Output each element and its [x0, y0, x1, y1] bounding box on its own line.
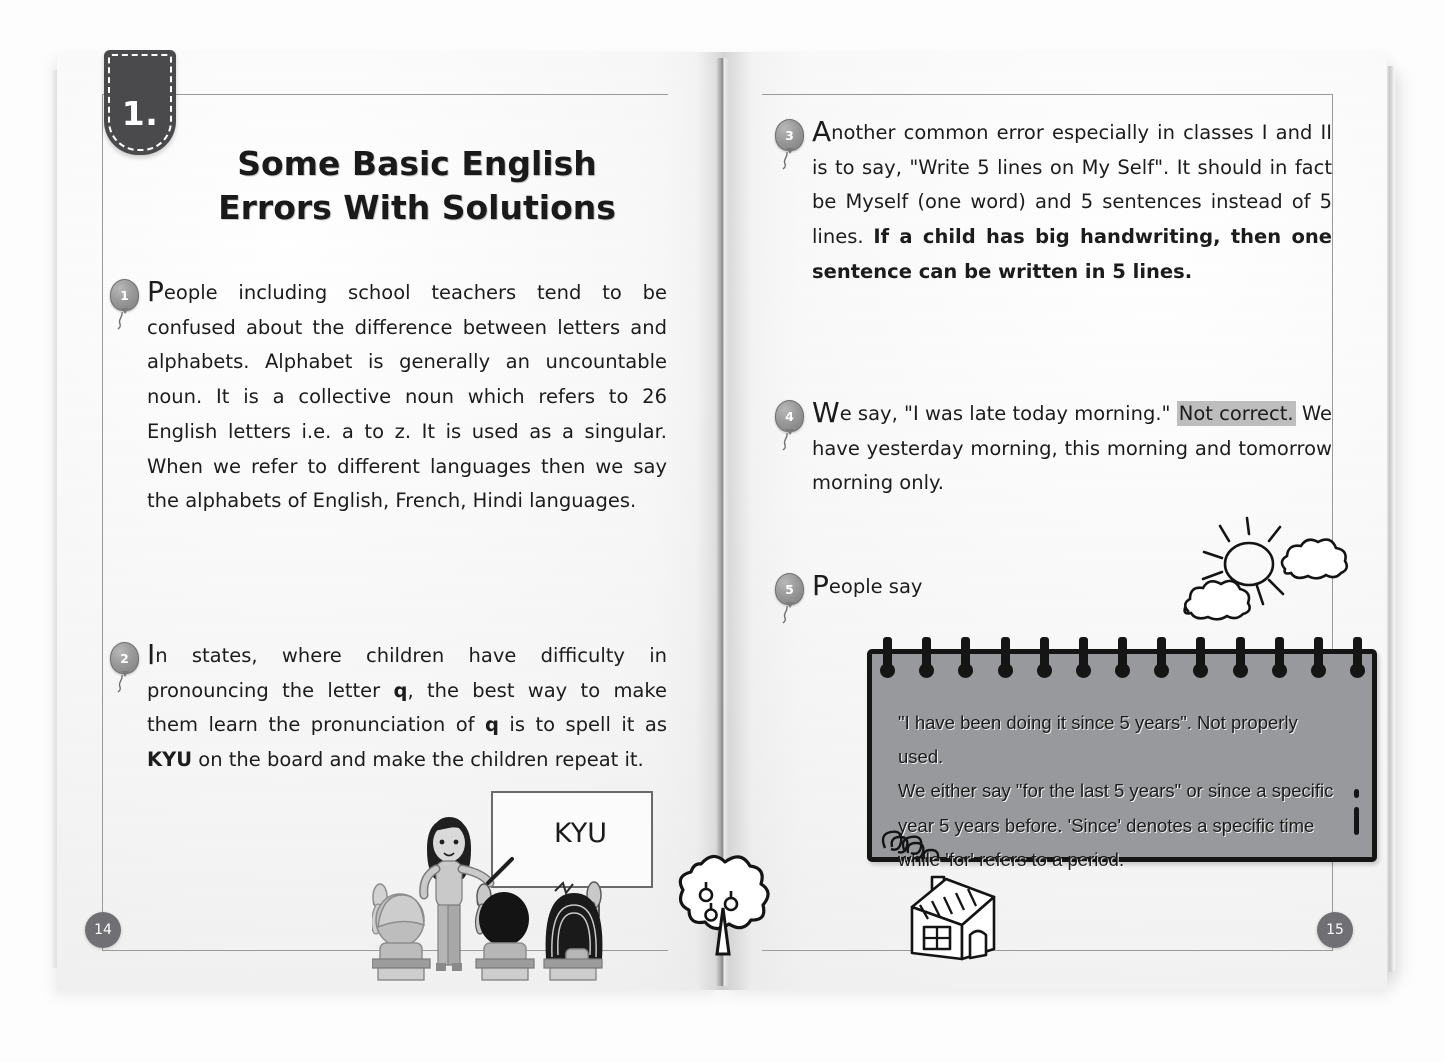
balloon-number-4: 4 — [785, 408, 794, 424]
smoke-icon — [877, 820, 947, 856]
notepad-ring — [1196, 637, 1205, 681]
paragraph-3-bold: If a child has big handwriting, then one sentence can be written in 5 lines. — [812, 225, 1332, 283]
chapter-number-tab — [104, 50, 176, 155]
balloon-marker-1 — [110, 279, 140, 319]
notepad-ring — [1079, 637, 1088, 681]
paragraph-4 — [812, 397, 1332, 501]
paragraph-5 — [812, 570, 1112, 605]
smoke-doodle — [877, 820, 947, 860]
balloon-number-2: 2 — [120, 650, 129, 666]
balloon-string-4 — [781, 433, 797, 451]
notepad-ring — [1001, 637, 1010, 681]
paragraph-4-part2: We have yesterday morning, this morning and tomorrow morning only. — [812, 402, 1333, 495]
balloon-number-3: 3 — [785, 127, 794, 143]
balloon-marker-4 — [775, 400, 805, 440]
notepad-spiral-rings — [867, 637, 1367, 683]
paragraph-2-part2: , the best way to make them learn the pronunciation of — [147, 678, 667, 737]
paragraph-2-bold2: q — [484, 713, 499, 737]
notepad-side-tab — [1354, 789, 1359, 835]
paragraph-2-bold3: KYU — [147, 748, 193, 772]
notepad-ring — [922, 637, 931, 681]
classroom-illustration — [372, 787, 662, 987]
drop-cap-5: P — [812, 569, 829, 602]
notepad-ring — [1236, 637, 1245, 681]
drop-cap-3: A — [812, 115, 832, 148]
drop-cap-4: W — [812, 396, 840, 429]
paragraph-4-part1: e say, "I was late today morning." — [839, 402, 1177, 425]
page-number-left: 14 — [85, 912, 121, 948]
balloon-body-3 — [775, 119, 804, 151]
balloon-marker-5 — [775, 573, 805, 613]
balloon-string-5 — [781, 606, 797, 624]
sun-icon — [1177, 514, 1357, 624]
classroom-scene-svg — [372, 787, 662, 987]
notepad-ring — [1040, 637, 1049, 681]
balloon-body-4 — [775, 400, 804, 432]
tree-doodle — [661, 842, 781, 966]
drop-cap-2: I — [147, 638, 156, 671]
notepad-ring — [961, 637, 970, 681]
notepad-ring — [883, 637, 892, 681]
balloon-number-1: 1 — [120, 287, 129, 303]
paragraph-2-part1: n states, where children have difficulty in pronouncing the letter — [147, 644, 667, 702]
tree-icon — [661, 842, 781, 962]
balloon-marker-3 — [775, 119, 805, 159]
balloon-number-5: 5 — [785, 581, 794, 597]
balloon-body-5 — [775, 573, 804, 605]
notepad-ring — [1118, 637, 1127, 681]
paragraph-4-highlight: Not correct. — [1178, 402, 1294, 425]
drop-cap-1: P — [147, 275, 164, 308]
balloon-body-2 — [110, 642, 139, 674]
paragraph-3-text: nother common error especially in classes I and II is to say, "Write 5 lines on My Self". It should in fact be Myself (one word) and 5 sentences instead of 5 lines. — [812, 121, 1332, 249]
open-book — [57, 52, 1387, 990]
house-icon — [884, 857, 1014, 962]
cloud-icon — [1282, 540, 1347, 579]
page-title-line1: Some Basic English — [237, 144, 597, 183]
paragraph-1 — [147, 276, 667, 519]
notepad-ring — [1353, 637, 1362, 681]
cloud-icon-2 — [1185, 581, 1250, 619]
paragraph-2-part3: is to spell it as — [498, 713, 667, 737]
paragraph-5-text: eople say — [828, 575, 923, 598]
balloon-marker-2 — [110, 642, 140, 682]
balloon-string-1 — [116, 312, 132, 330]
notepad-text — [898, 706, 1336, 877]
notepad-line-1: "I have been doing it since 5 years". Not properly used. — [898, 712, 1298, 768]
paragraph-1-text: eople including school teachers tend to be confused about the difference between letters and alphabets. Alphabet is generally an uncountable noun. It is a collective noun which refers to 26 English letters i.e. a to z. It is used as a singular. When we refer to different languages then we say the alphabets of English, French, Hindi languages. — [147, 281, 667, 513]
page-title — [187, 142, 647, 229]
notepad-ring — [1275, 637, 1284, 681]
notepad-line-2: We either say "for the last 5 years" or since a specific year 5 years before. 'Since' denotes a specific time while 'for' refers to a period. — [898, 780, 1334, 870]
paragraph-2-part4: on the board and make the children repeat it. — [192, 748, 644, 772]
notepad-ring — [1157, 637, 1166, 681]
student-2 — [476, 884, 534, 980]
house-doodle — [884, 857, 1014, 966]
page-title-line2: Errors With Solutions — [218, 187, 616, 227]
paragraph-2-bold1: q — [393, 678, 408, 702]
balloon-string-3 — [781, 152, 797, 170]
student-3 — [544, 882, 602, 980]
paragraph-2 — [147, 639, 667, 778]
notepad-ring — [1314, 637, 1323, 681]
right-page — [722, 52, 1387, 990]
balloon-string-2 — [116, 675, 132, 693]
paragraph-3 — [812, 116, 1332, 290]
chapter-number-label: 1. — [121, 94, 159, 133]
balloon-body-1 — [110, 279, 139, 311]
board-text: KYU — [554, 818, 607, 849]
page-number-right: 15 — [1317, 912, 1353, 948]
left-page — [57, 52, 722, 990]
sun-clouds-doodle — [1177, 514, 1357, 628]
